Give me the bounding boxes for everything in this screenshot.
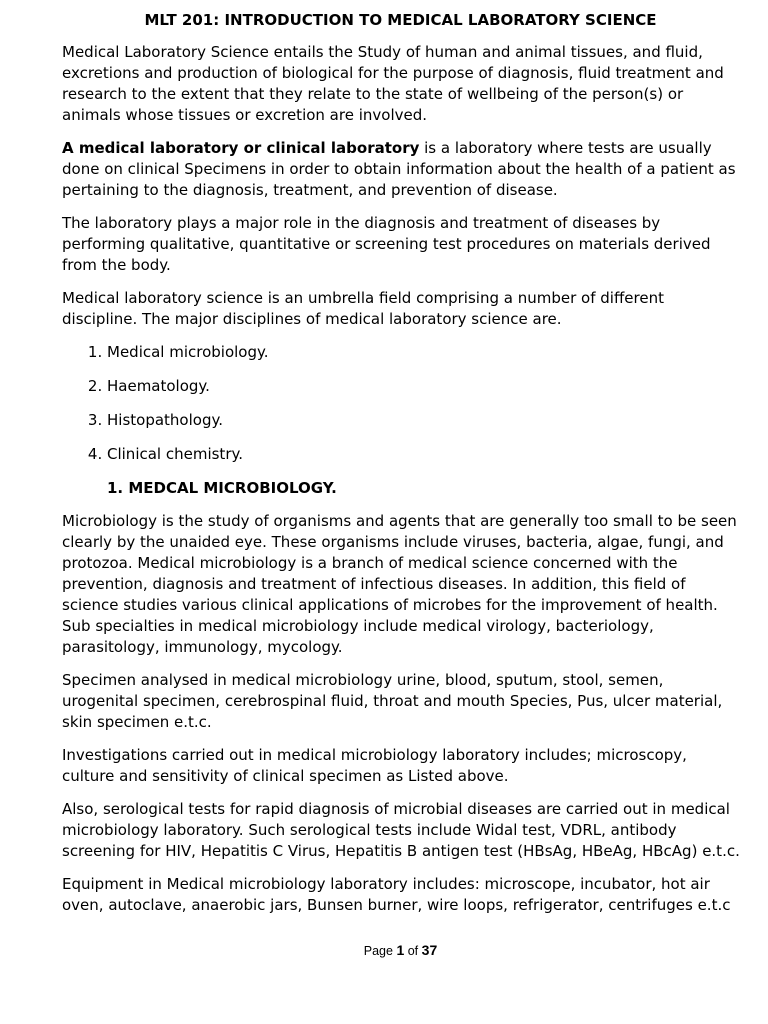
- disciplines-list: [62, 342, 742, 465]
- page-number: 1: [396, 942, 405, 958]
- intro-paragraph: Medical Laboratory Science entails the Study of human and animal tissues, and fluid, excretions and production of biological for the purpose of diagnosis, fluid treatment and research to the extent that they relate to the state of wellbeing of the person(s) or animals whose tissues or excretion are involved.: [62, 43, 724, 124]
- definition-paragraph: [62, 138, 742, 201]
- microbiology-paragraph: Microbiology is the study of organisms and agents that are generally too small to be seen clearly by the unaided eye. These organisms include viruses, bacteria, algae, fungi, and protozoa. Medical microbiology is a branch of medical science concerned with the prevention, diagnosis and treatment of infectious diseases. In addition, this field of science studies various clinical applications of microbes for the improvement of health. Sub specialties in medical microbiology include medical virology, bacteriology, parasitology, immunology, mycology.: [62, 512, 737, 656]
- definition-text: is a laboratory where tests are usually done on clinical Specimens in order to obtain information about the health of a patient as pertaining to the diagnosis, treatment, and prevention of disease.: [62, 139, 736, 199]
- role-paragraph: The laboratory plays a major role in the diagnosis and treatment of diseases by performing qualitative, quantitative or screening test procedures on materials derived from the body.: [62, 214, 711, 274]
- investigations-paragraph: Investigations carried out in medical microbiology laboratory includes; microscopy, culture and sensitivity of clinical specimen as Listed above.: [62, 746, 687, 785]
- page-footer: [0, 942, 768, 958]
- disciplines-intro-paragraph: Medical laboratory science is an umbrella field comprising a number of different discipline. The major disciplines of medical laboratory science are.: [62, 289, 664, 328]
- list-item: 3. Histopathology.: [107, 410, 742, 431]
- total-pages: 37: [421, 942, 438, 958]
- specimen-paragraph: Specimen analysed in medical microbiology urine, blood, sputum, stool, semen, urogenital specimen, cerebrospinal fluid, throat and mouth Species, Pus, ulcer material, skin specimen e.t.c.: [62, 671, 723, 731]
- document-body: [62, 42, 742, 928]
- list-item: 1. Medical microbiology.: [107, 342, 742, 363]
- document-title: MLT 201: INTRODUCTION TO MEDICAL LABORATORY SCIENCE: [144, 11, 657, 29]
- equipment-paragraph: Equipment in Medical microbiology laboratory includes: microscope, incubator, hot air oven, autoclave, anaerobic jars, Bunsen burner, wire loops, refrigerator, centrifuges e.t.c: [62, 875, 731, 914]
- of-label: of: [407, 944, 419, 958]
- section-heading: 1. MEDCAL MICROBIOLOGY.: [107, 479, 337, 497]
- list-item: 2. Haematology.: [107, 376, 742, 397]
- definition-term: A medical laboratory or clinical laboratory: [62, 139, 420, 157]
- serology-paragraph: Also, serological tests for rapid diagnosis of microbial diseases are carried out in medical microbiology laboratory. Such serological tests include Widal test, VDRL, antibody screening for HIV, Hepatitis C Virus, Hepatitis B antigen test (HBsAg, HBeAg, HBcAg) e.t.c.: [62, 800, 740, 860]
- page-label: Page: [363, 944, 393, 958]
- list-item: 4. Clinical chemistry.: [107, 444, 742, 465]
